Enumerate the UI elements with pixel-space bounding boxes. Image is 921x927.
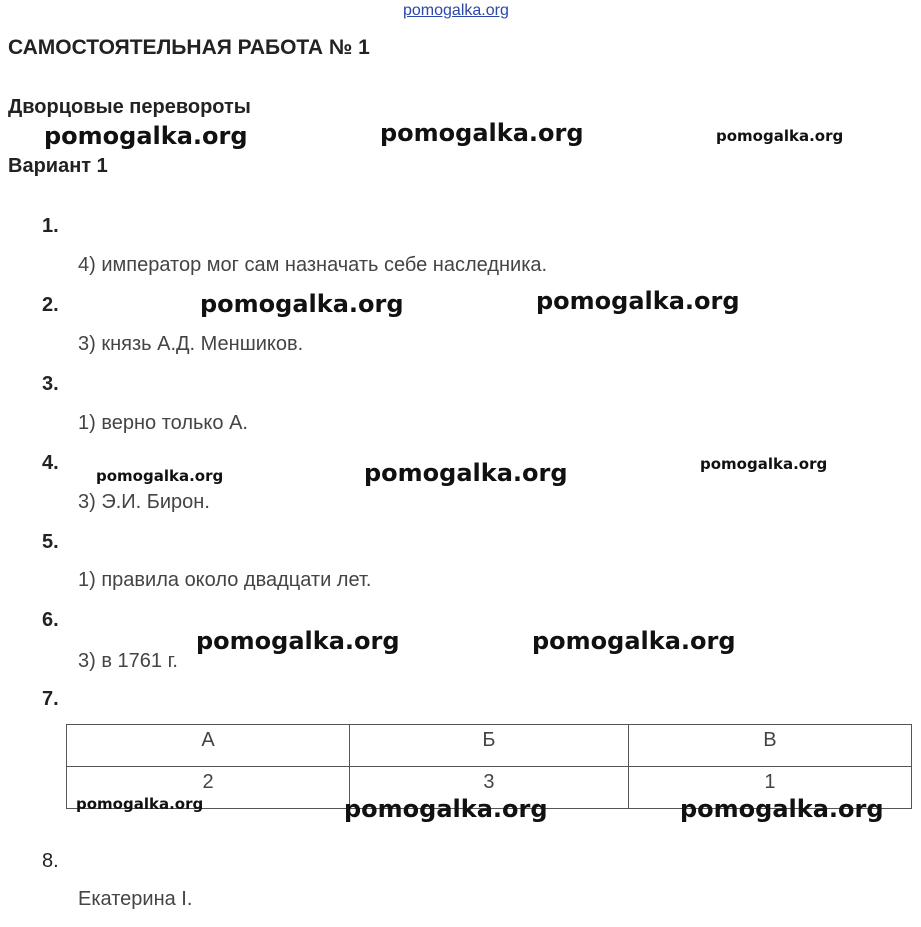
watermark: pomogalka.org	[76, 795, 204, 813]
question-number: 2.	[42, 294, 59, 316]
question-number: 3.	[42, 373, 59, 395]
question-answer: Екатерина I.	[78, 888, 193, 910]
watermark: pomogalka.org	[716, 127, 844, 145]
watermark: pomogalka.org	[380, 119, 584, 147]
question-number: 7.	[42, 688, 59, 710]
table-value-cell: 2	[67, 767, 350, 809]
question-answer: 3) князь А.Д. Меншиков.	[78, 333, 304, 355]
question-answer: 4) император мог сам назначать себе наследника.	[78, 254, 548, 276]
question-answer: 1) верно только А.	[78, 412, 248, 434]
site-link[interactable]: pomogalka.org	[403, 2, 509, 19]
table-value-cell: 3	[350, 767, 629, 809]
table-value-cell: 1	[628, 767, 911, 809]
watermark: pomogalka.org	[700, 455, 828, 473]
table-header-cell: Б	[350, 725, 629, 767]
question-answer: 1) правила около двадцати лет.	[78, 569, 372, 591]
watermark: pomogalka.org	[344, 795, 548, 823]
question-number: 1.	[42, 215, 59, 237]
question-answer: 3) в 1761 г.	[78, 650, 178, 672]
question-number: 8.	[42, 850, 59, 872]
watermark: pomogalka.org	[364, 459, 568, 487]
page-title: САМОСТОЯТЕЛЬНАЯ РАБОТА № 1	[8, 36, 370, 59]
table-header-cell: В	[628, 725, 911, 767]
watermark: pomogalka.org	[44, 122, 248, 150]
table-header-cell: А	[67, 725, 350, 767]
topic-title: Дворцовые перевороты	[8, 96, 251, 118]
question-number: 5.	[42, 531, 59, 553]
watermark: pomogalka.org	[196, 627, 400, 655]
watermark: pomogalka.org	[200, 290, 404, 318]
variant-title: Вариант 1	[8, 155, 108, 177]
question-number: 6.	[42, 609, 59, 631]
watermark: pomogalka.org	[536, 287, 740, 315]
watermark: pomogalka.org	[680, 795, 884, 823]
question-answer: 3) Э.И. Бирон.	[78, 491, 210, 513]
watermark: pomogalka.org	[532, 627, 736, 655]
watermark: pomogalka.org	[96, 467, 224, 485]
question-number: 4.	[42, 452, 59, 474]
table-row	[67, 725, 912, 767]
